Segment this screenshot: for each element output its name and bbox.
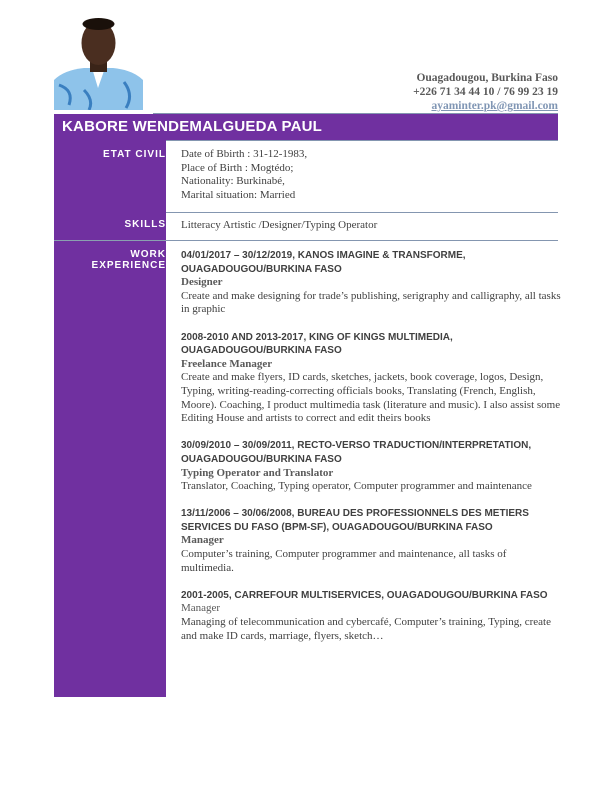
contact-city: Ouagadougou, Burkina Faso (416, 72, 558, 84)
job-heading: 30/09/2010 – 30/09/2011, RECTO-VERSO TRADUCTION/INTERPRETATION, OUAGADOUGOU/BURKINA FASO (181, 440, 532, 465)
contact-email-link[interactable]: ayaminter.pk@gmail.com (431, 100, 558, 112)
job-role: Freelance Manager (181, 357, 273, 370)
job-role: Manager (181, 534, 224, 547)
label-skills: SKILLS (124, 219, 166, 230)
profile-photo (54, 10, 143, 110)
job-entry (181, 589, 561, 643)
label-work-experience: WORK EXPERIENCE (91, 249, 166, 271)
job-role: Manager (181, 602, 221, 615)
job-heading: 2001-2005, CARREFOUR MULTISERVICES, OUAGADOUGOU/BURKINA FASO (181, 589, 548, 601)
job-description: Translator, Coaching, Typing operator, Computer programmer and maintenance (181, 480, 532, 493)
name-banner (54, 114, 558, 141)
birth-place: Place of Birth : Mogtédo; (181, 161, 294, 174)
birth-date: Date of Bbirth : 31-12-1983, (181, 148, 308, 160)
job-heading: 13/11/2006 – 30/06/2008, BUREAU DES PROFESSIONNELS DES METIERS SERVICES DU FASO (BPM-SF), OUAGADOUGOU/BURKINA FASO (181, 508, 529, 533)
skills-text: Litteracy Artistic /Designer/Typing Operator (181, 219, 378, 231)
section-label-column (54, 140, 166, 697)
job-role: Designer (181, 276, 223, 289)
label-etat-civil: ETAT CIVIL (103, 149, 166, 160)
job-heading: 2008-2010 AND 2013-2017, KING OF KINGS MULTIMEDIA, OUAGADOUGOU/BURKINA FASO (181, 331, 453, 357)
job-entry (181, 507, 561, 575)
nationality: Nationality: Burkinabé, (181, 175, 285, 188)
skills-content (181, 219, 561, 233)
job-heading: 04/01/2017 – 30/12/2019, KANOS IMAGINE & TRANSFORME, OUAGADOUGOU/BURKINA FASO (181, 250, 466, 275)
divider (166, 212, 558, 213)
etat-civil-content (181, 148, 561, 202)
work-experience-list (181, 249, 561, 657)
job-entry (181, 439, 561, 493)
job-role: Typing Operator and Translator (181, 466, 334, 479)
divider (54, 240, 166, 241)
divider (166, 240, 558, 241)
job-entry (181, 331, 561, 426)
marital-status: Marital situation: Married (181, 188, 296, 201)
person-name: KABORE WENDEMALGUEDA PAUL (62, 118, 322, 135)
job-description: Computer’s training, Computer programmer and maintenance, all tasks of multimedia. (181, 548, 507, 574)
job-entry (181, 249, 561, 317)
contact-block (413, 71, 558, 113)
job-description: Create and make flyers, ID cards, sketches, jackets, book coverage, logos, Design, Typing, writing-reading-correcting officials books, Translating (French, English, Moore). Coaching, I product multimedia task (literature and music). I also assist some Editing House and artists to correct and edit theirs books (181, 371, 561, 425)
job-description: Managing of telecommunication and cybercafé, Computer’s training, Typing, create and make ID cards, marriage, flyers, sketch… (181, 616, 551, 642)
job-description: Create and make designing for trade’s publishing, serigraphy and calligraphy, all tasks in graphic (181, 289, 561, 316)
contact-phone: +226 71 34 44 10 / 76 99 23 19 (413, 86, 558, 98)
